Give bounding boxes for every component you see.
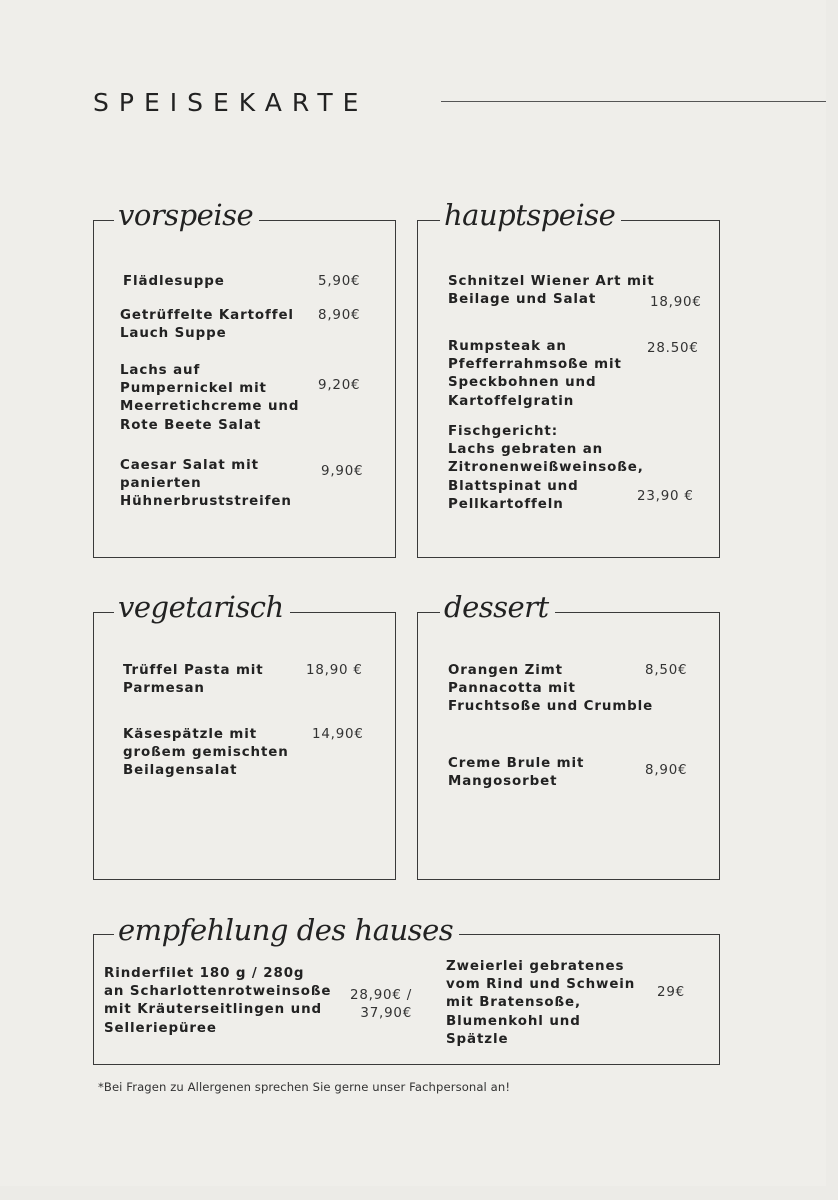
allergen-footnote: *Bei Fragen zu Allergenen sprechen Sie gerne unser Fachpersonal an! <box>98 1080 511 1094</box>
menu-item-name: Caesar Salat mit panierten Hühnerbruststreifen <box>120 458 292 510</box>
menu-item-name: Rinderfilet 180 g / 280g an Scharlottenrotweinsoße mit Kräuterseitlingen und Selleriepüree <box>104 966 332 1036</box>
menu-item-name: Käsespätzle mit großem gemischten Beilagensalat <box>123 727 289 779</box>
menu-item-name: Creme Brule mit Mangosorbet <box>448 756 585 790</box>
menu-item-name: Rumpsteak an Pfefferrahmsoße mit Speckbohnen und Kartoffelgratin <box>448 339 622 409</box>
menu-item-price: 18,90 € <box>306 663 363 678</box>
dessert-heading: dessert <box>440 590 555 624</box>
menu-item-price: 8,50€ <box>645 663 688 678</box>
menu-item-price: 5,90€ <box>318 274 361 289</box>
menu-item-price: 28.50€ <box>647 341 699 356</box>
menu-item-price: 8,90€ <box>318 308 361 323</box>
menu-item-name: Trüffel Pasta mit Parmesan <box>123 663 264 697</box>
hauptspeise-heading: hauptspeise <box>440 198 621 232</box>
menu-item-price: 23,90 € <box>637 489 694 504</box>
menu-item-price: 29€ <box>657 985 685 1000</box>
vegetarisch-heading: vegetarisch <box>114 590 290 624</box>
menu-item-name: Getrüffelte Kartoffel Lauch Suppe <box>120 308 294 342</box>
menu-item-price: 18,90€ <box>650 295 702 310</box>
empfehlung-heading: empfehlung des hauses <box>114 913 459 947</box>
menu-item-name: Zweierlei gebratenes vom Rind und Schwein mit Bratensoße, Blumenkohl und Spätzle <box>446 959 636 1047</box>
title-divider <box>441 101 826 102</box>
menu-item-name: Fischgericht: Lachs gebraten an Zitronenweißweinsoße, Blattspinat und Pellkartoffeln <box>448 424 644 512</box>
menu-item-name: Schnitzel Wiener Art mit Beilage und Salat <box>448 274 655 308</box>
vorspeise-heading: vorspeise <box>114 198 259 232</box>
dessert-box <box>417 612 720 880</box>
menu-item-price: 28,90€ / 37,90€ <box>350 988 413 1022</box>
page-title: SPEISEKARTE <box>93 88 369 117</box>
menu-item-name: Lachs auf Pumpernickel mit Meerretichcreme und Rote Beete Salat <box>120 363 300 433</box>
menu-item-price: 9,20€ <box>318 378 361 393</box>
menu-item-price: 14,90€ <box>312 727 364 742</box>
menu-item-price: 8,90€ <box>645 763 688 778</box>
menu-item-name: Orangen Zimt Pannacotta mit Fruchtsoße und Crumble <box>448 663 654 715</box>
menu-item-price: 9,90€ <box>321 464 364 479</box>
menu-item-name: Flädlesuppe <box>123 274 225 289</box>
